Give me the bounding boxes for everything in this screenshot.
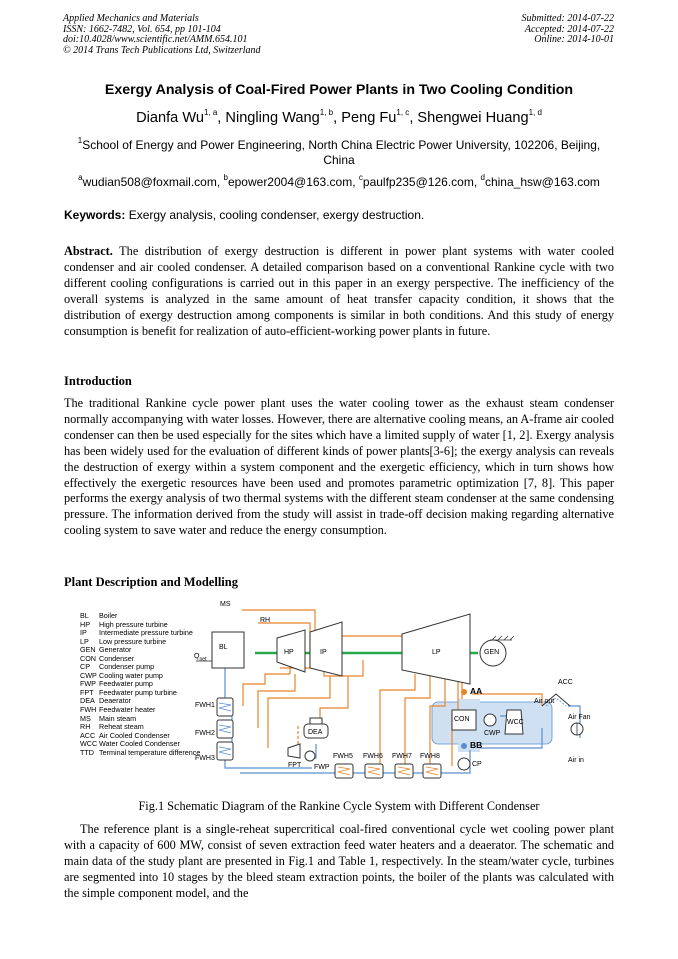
fwh6 [365, 764, 383, 778]
legend-desc: Deaerator [99, 696, 131, 706]
ground-symbol [490, 636, 514, 640]
label-fwh8: FWH8 [420, 753, 440, 760]
aa-marker [461, 689, 467, 695]
label-air-fan: Air Fan [568, 714, 591, 721]
email-address[interactable] [78, 175, 217, 189]
label-ip: IP [320, 649, 327, 656]
fwh7 [395, 764, 413, 778]
bb-marker [461, 743, 467, 749]
legend-abbr: BL [80, 611, 89, 620]
plant-description-text: The reference plant is a single-reheat supercritical coal-fired conventional cycle wet cooling power plant with a capacity of 600 MW, consist of seven extraction feed water heaters and a deaerator. The schematic and main data of the study plant are presented in Fig.1 and Table 1, respectively. In the steam/water cycle, turbines are segmented into 10 stages by the bleed steam extraction points, the boiler of the plants was calculated with the simple component model, and the [64, 822, 614, 900]
condenser-pump [458, 758, 470, 770]
legend-abbr: GEN [80, 645, 96, 655]
label-bl: BL [219, 644, 228, 651]
legend-desc: Condenser [99, 653, 135, 663]
label-wcc: WCC [507, 719, 524, 726]
email-superscript: b [223, 173, 228, 182]
legend-desc: Air Cooled Condenser [99, 730, 170, 740]
author-name: Ningling Wang [225, 110, 320, 126]
affiliation-superscript: 1 [77, 136, 83, 145]
author-superscript: 1, c [396, 108, 410, 118]
label-aa: AA [470, 686, 483, 696]
label-lp: LP [432, 649, 441, 656]
journal-header [63, 14, 261, 56]
author-name: Shengwei Huang [417, 110, 529, 126]
fwh1 [217, 698, 233, 716]
legend-abbr: DEA [80, 696, 95, 706]
legend-desc: Low pressure turbine [99, 636, 167, 646]
label-gen: GEN [484, 649, 500, 656]
journal-issn: ISSN: 1662-7482, Vol. 654, pp 101-104 [63, 23, 221, 35]
email-address[interactable] [481, 175, 600, 189]
author-superscript: 1, a [203, 108, 218, 118]
legend-desc: Cooling water pump [99, 670, 163, 680]
label-fpt: FPT [288, 762, 302, 769]
legend-abbr: ACC [80, 730, 96, 740]
schematic-diagram [80, 598, 620, 794]
email-superscript: d [480, 173, 485, 182]
fwh5 [335, 764, 353, 778]
label-q-main: Q [194, 653, 200, 660]
author-list: Dianfa Wu$^{1, a}$, Ningling Wang$^{1, b}$, Peng Fu$^{1, c}$, Shengwei Huang$^{1, d}$ [136, 108, 542, 126]
fwh2 [217, 720, 233, 738]
introduction-text: The traditional Rankine cycle power plant uses the water cooling tower as the exhaust steam condenser normally accompanying with water losses. However, there are alternative cooling means, an A-frame air cooled condenser can then be used especially for the sites which have a limited supply of water [1, 2]. Exergy analysis has been widely used for the evaluation of different kinds of power plants[3-6]; the exergy analysis can reveals the destruction of exergy within a system component and the exergetic efficiency, which in turn shows how effectively the exergetic resources have been used and promotes parametric optimization [7, 8]. This paper performs the exergy analysis of two thermal systems with the different steam condenser at the same condensing pressure. The information derived from the study will assist in trade-off decision making regarding alternative cooling system to save water and reduce the energy consumption. [64, 396, 614, 538]
email-address[interactable] [359, 175, 474, 189]
email-text: china_hsw@163.com [484, 175, 600, 189]
legend-desc: Generator [99, 645, 132, 655]
boiler [212, 632, 244, 668]
keywords [64, 208, 424, 222]
label-rh: RH [260, 617, 271, 624]
label-ms: MS [220, 601, 231, 608]
extraction-line-1 [243, 674, 290, 706]
cooling-water-pump [484, 714, 496, 726]
figure-caption: Fig.1 Schematic Diagram of the Rankine Cycle System with Different Condenser [138, 799, 540, 813]
label-hp: HP [284, 649, 294, 656]
label-air-in: Air in [568, 757, 584, 764]
plant-heading: Plant Description and Modelling [64, 575, 238, 589]
journal-copyright: © 2014 Trans Tech Publications Ltd, Switzerland [63, 44, 261, 56]
legend-abbr: WCC [80, 739, 98, 749]
legend-desc: Water Cooled Condenser [99, 739, 180, 749]
legend-abbr: LP [80, 636, 89, 646]
author-superscript: 1, b [319, 108, 334, 118]
legend-desc: High pressure turbine [99, 619, 168, 629]
legend-desc: Condenser pump [99, 662, 155, 672]
legend-desc: Boiler [99, 611, 118, 620]
email-address[interactable] [224, 175, 353, 189]
author-name: Dianfa Wu [136, 110, 204, 126]
aa-highlight [458, 699, 480, 711]
affiliation [64, 138, 614, 167]
abstract [64, 244, 614, 339]
legend-abbr: CWP [80, 670, 97, 680]
legend-abbr: TTD [80, 747, 94, 757]
date-accepted: Accepted: 2014-07-22 [524, 23, 614, 35]
abstract-label: Abstract. [64, 244, 113, 258]
email-superscript: a [78, 173, 83, 182]
author-superscript: 1, d [528, 108, 542, 118]
extraction-line-dea [320, 676, 348, 724]
legend-abbr: HP [80, 619, 90, 629]
legend-desc: Terminal temperature difference [99, 747, 201, 757]
legend-abbr: FPT [80, 687, 94, 697]
paper-title: Exergy Analysis of Coal-Fired Power Plants in Two Cooling Condition [104, 82, 574, 98]
label-air-out: Air out [534, 698, 555, 705]
legend-abbr: CP [80, 662, 90, 672]
affiliation-text: School of Energy and Power Engineering, North China Electric Power University, 102206, Beijing, China [82, 138, 601, 167]
fwh8 [423, 764, 441, 778]
email-list: $^a$wudian508@foxmail.com, $^b$epower2004@163.com, $^c$paulfp235@126.com, $^d$china_hsw@163.com [78, 173, 600, 189]
label-fwh6: FWH6 [363, 753, 383, 760]
label-con: CON [454, 716, 470, 723]
email-text: paulfp235@126.com [362, 175, 474, 189]
deaerator-head [310, 718, 322, 724]
label-bb: BB [470, 740, 483, 750]
feedwater-pump [305, 751, 315, 761]
label-fwh7: FWH7 [392, 753, 412, 760]
label-cwp: CWP [484, 730, 501, 737]
label-fwh1: FWH1 [195, 702, 215, 709]
label-dea: DEA [308, 729, 323, 736]
label-fwh3: FWH3 [195, 755, 215, 762]
email-text: epower2004@163.com [227, 175, 353, 189]
journal-name: Applied Mechanics and Materials [63, 13, 199, 24]
dates-header [522, 14, 615, 46]
legend-abbr: MS [80, 713, 91, 723]
label-acc: ACC [558, 679, 573, 686]
abstract-text: The distribution of exergy destruction is different in power plant systems with water cooled condenser and air cooled condenser. A detailed comparison based on a conventional Rankine cycle with two different cooling configurations is carried out in this paper in an exergy perspective. The inefficiency of the overall systems is analyzed in the same amount of heat transfer capacity condition, it shows that the distribution of exergy destruction among components is similar in both conditions. And this study of energy consumption is benefit for realization of auto-efficient-working power plants in future. [64, 244, 614, 338]
fwh3 [217, 742, 233, 760]
legend-abbr: IP [80, 628, 87, 638]
feedwater-pump-turbine [288, 744, 300, 758]
label-fwh2: FWH2 [195, 730, 215, 737]
email-text: wudian508@foxmail.com [82, 175, 217, 189]
date-online: Online: 2014-10-01 [534, 34, 614, 45]
legend-abbr: FWH [80, 705, 97, 715]
legend-desc: Main steam [99, 713, 137, 723]
extraction-line-2 [258, 674, 295, 728]
legend-desc: Reheat steam [99, 722, 144, 732]
journal-doi: doi:10.4028/www.scientific.net/AMM.654.101 [63, 34, 248, 45]
introduction-heading: Introduction [64, 374, 132, 388]
legend-abbr: CON [80, 653, 96, 663]
legend-desc: Feedwater pump turbine [99, 687, 177, 697]
keywords-label: Keywords: [64, 208, 126, 222]
label-q [194, 653, 206, 662]
email-superscript: c [358, 173, 363, 182]
label-fwh5: FWH5 [333, 753, 353, 760]
date-submitted: Submitted: 2014-07-22 [521, 13, 614, 24]
rankine-cycle-figure [80, 598, 620, 794]
keywords-text: Exergy analysis, cooling condenser, exergy destruction. [128, 208, 425, 222]
label-fwp: FWP [314, 764, 330, 771]
label-q-sub: net [199, 656, 207, 663]
label-cp: CP [472, 761, 482, 768]
legend-desc: Feedwater heater [99, 705, 156, 715]
legend-desc: Feedwater pump [99, 679, 153, 689]
legend-abbr: FWP [80, 679, 96, 689]
author-name: Peng Fu [341, 110, 397, 126]
legend-abbr: RH [80, 722, 91, 732]
legend-desc: Intermediate pressure turbine [99, 628, 193, 638]
